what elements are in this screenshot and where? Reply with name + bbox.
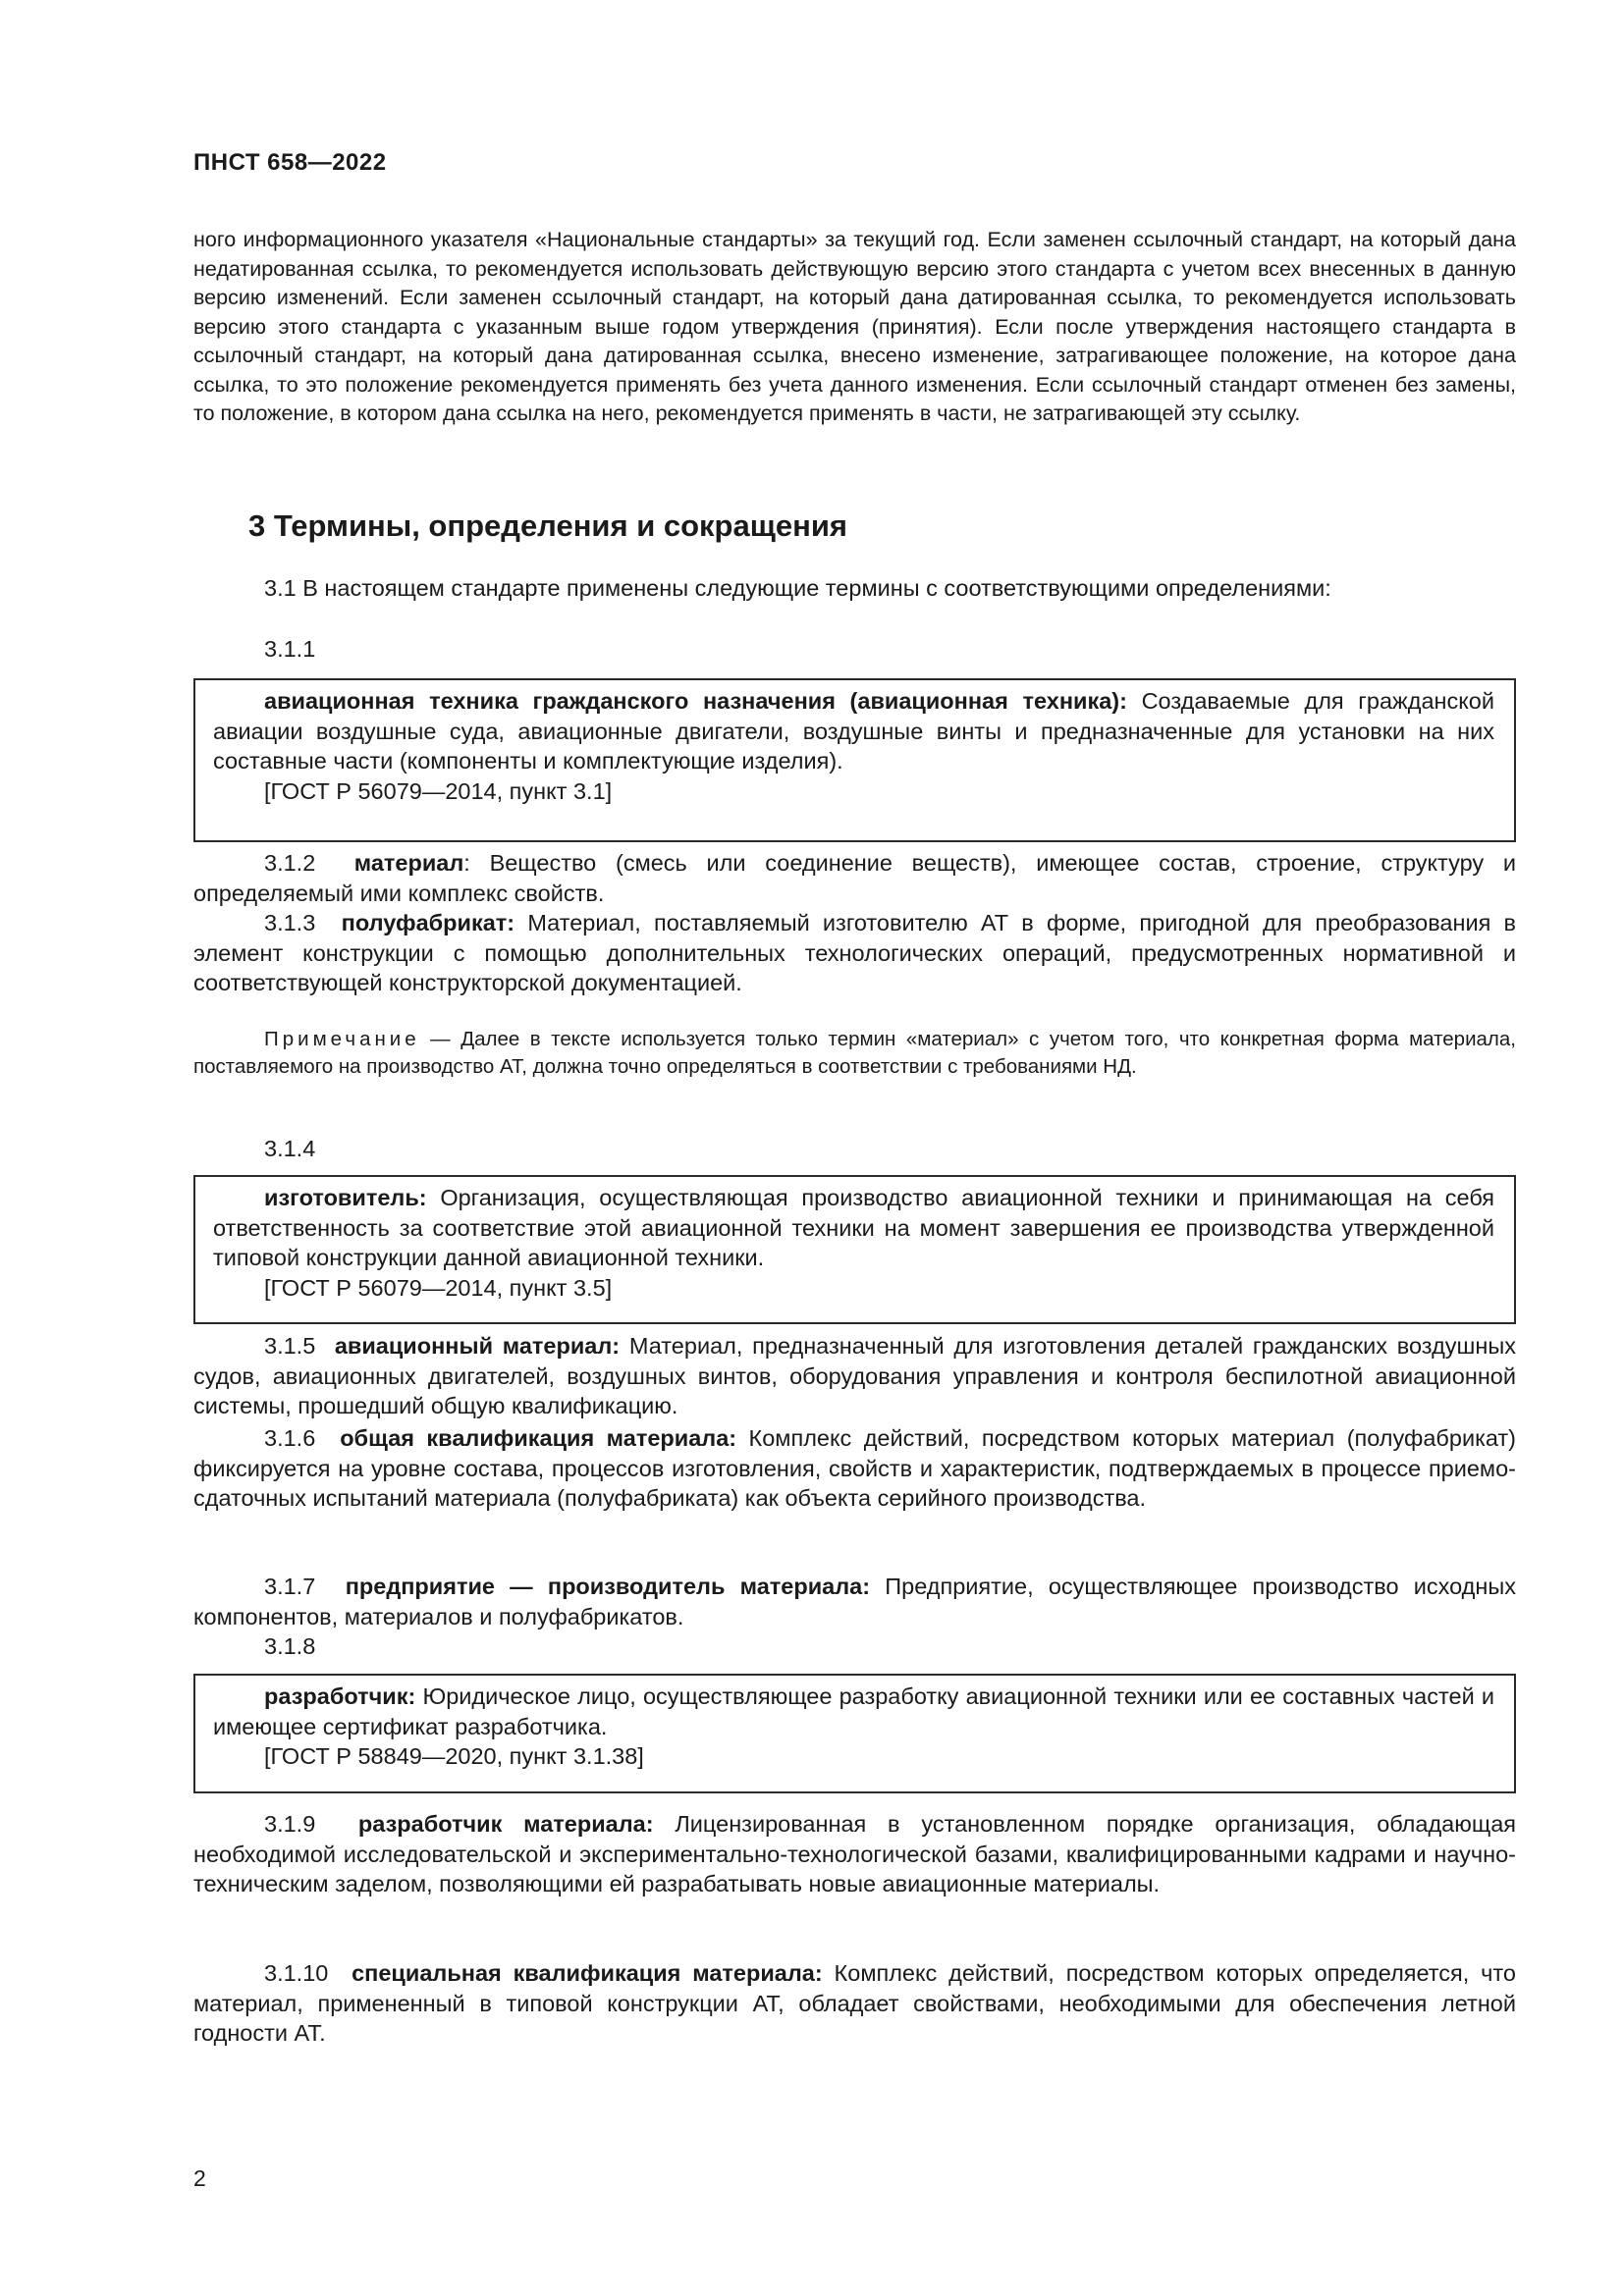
page-number: 2 (193, 2165, 206, 2191)
term-number: 3.1.6 (264, 1425, 316, 1451)
term-name: разработчик: (264, 1683, 416, 1709)
term-number: 3.1.2 (264, 850, 316, 876)
term-source: [ГОСТ Р 56079—2014, пункт 3.1] (264, 777, 613, 804)
term-definition: Комплекс действий, посредством которых материал (полуфабрикат) фиксируется на уровне состава, процессов изготовления, свойств и характеристик, подтверждаемых в процессе приемо-сдаточных испытаний материала (полуфабриката) как объекта серийного производства. (193, 1425, 1517, 1511)
note-text: — Далее в тексте используется только термин «материал» с учетом того, что конкретная форма материала, поставляемого на производство АТ, должна точно определяться в соответствии с требованиями НД. (193, 1028, 1516, 1078)
term-definition: Юридическое лицо, осуществляющее разработку авиационной техники или ее составных частей и имеющее сертификат разработчика. (213, 1683, 1494, 1739)
term-definition: Материал, поставляемый изготовителю АТ в форме, пригодной для преобразования в элемент конструкции с помощью дополнительных технологических операций, предусмотренных нормативной и соответствующей конструкторской документацией. (193, 910, 1516, 995)
term-name: полуфабрикат: (341, 910, 515, 935)
term-name: изготовитель: (264, 1185, 427, 1210)
term-number: 3.1.8 (264, 1633, 316, 1659)
term-number: 3.1.3 (264, 910, 316, 935)
term-definition: Лицензированная в установленном порядке организация, обладающая необходимой исследовательской и экспериментально-технологической базами, квалифицированными кадрами и научно-техническим заделом, позволяющими ей разрабатывать новые авиационные материалы. (193, 1811, 1516, 1896)
term-entry (193, 1572, 1516, 1631)
term-definition: Предприятие, осуществляющее производство исходных компонентов, материалов и полуфабрикатов. (193, 1574, 1516, 1629)
term-name: авиационный материал: (334, 1333, 621, 1359)
term-entry (193, 1331, 1516, 1421)
term-entry (193, 1958, 1516, 2049)
section-title: 3 Термины, определения и сокращения (248, 508, 847, 543)
note-label: Примечание (264, 1028, 420, 1050)
intro-paragraph: ного информационного указателя «Национальные стандарты» за текущий год. Если заменен ссылочный стандарт, на который дана недатированная ссылка, то рекомендуется использовать действующую версию этого стандарта с учетом всех внесенных в данную версию изменений. Если заменен ссылочный стандарт, на который дана датированная ссылка, то рекомендуется использовать версию этого стандарта с указанным выше годом утверждения (принятия). Если после утверждения настоящего стандарта в ссылочный стандарт, на который дана датированная ссылка, внесено изменение, затрагивающее положение, на которое дана ссылка, то это положение рекомендуется применять без учета данного изменения. Если ссылочный стандарт отменен без замены, то положение, в котором дана ссылка на него, рекомендуется применять в части, не затрагивающей эту ссылку. (193, 228, 1516, 425)
term-entry (193, 848, 1516, 908)
definition-box (193, 1674, 1516, 1793)
definition-box (193, 1175, 1516, 1324)
clause-3-1: 3.1 В настоящем стандарте применены следующие термины с соответствующими определениями: (264, 575, 1331, 601)
term-name: специальная квалификация материала: (352, 1960, 823, 1986)
term-definition: Создаваемые для гражданской авиации воздушные суда, авиационные двигатели, воздушные винты и предназначенные для установки на них составные части (компоненты и комплектующие изделия). (213, 688, 1494, 774)
term-entry (193, 908, 1516, 998)
term-name: авиационная техника гражданского назначения (авиационная техника): (264, 688, 1127, 714)
term-number: 3.1.9 (264, 1811, 316, 1837)
term-source: [ГОСТ Р 58849—2020, пункт 3.1.38] (264, 1743, 644, 1769)
term-number: 3.1.7 (264, 1574, 316, 1599)
document-code: ПНСТ 658—2022 (193, 149, 387, 176)
term-number: 3.1.5 (264, 1333, 316, 1359)
term-name: разработчик материала: (357, 1811, 654, 1837)
term-number: 3.1.10 (264, 1960, 329, 1986)
note (193, 1026, 1516, 1081)
term-definition: : Вещество (смесь или соединение веществ), имеющее состав, строение, структуру и определяемый ими комплекс свойств. (193, 850, 1516, 906)
definition-box (193, 678, 1516, 842)
term-definition: Материал, предназначенный для изготовления деталей гражданских воздушных судов, авиационных двигателей, воздушных винтов, оборудования управления и контроля беспилотной авиационной системы, прошедший общую квалификацию. (193, 1333, 1517, 1418)
term-entry (193, 1423, 1516, 1514)
term-name: предприятие — производитель материала: (345, 1574, 871, 1599)
term-name: общая квалификация материала: (340, 1425, 737, 1451)
term-name: материал (353, 850, 464, 876)
term-source: [ГОСТ Р 56079—2014, пункт 3.5] (264, 1274, 613, 1301)
term-number: 3.1.1 (264, 636, 316, 662)
term-entry (193, 1809, 1516, 1899)
term-number: 3.1.4 (264, 1136, 316, 1161)
term-definition: Организация, осуществляющая производство авиационной техники и принимающая на себя ответственность за соответствие этой авиационной техники на момент завершения ее производства утвержденной типовой конструкции данной авиационной техники. (213, 1185, 1494, 1270)
term-definition: Комплекс действий, посредством которых определяется, что материал, примененный в типовой конструкции АТ, обладает свойствами, необходимыми для обеспечения летной годности АТ. (193, 1960, 1516, 2046)
